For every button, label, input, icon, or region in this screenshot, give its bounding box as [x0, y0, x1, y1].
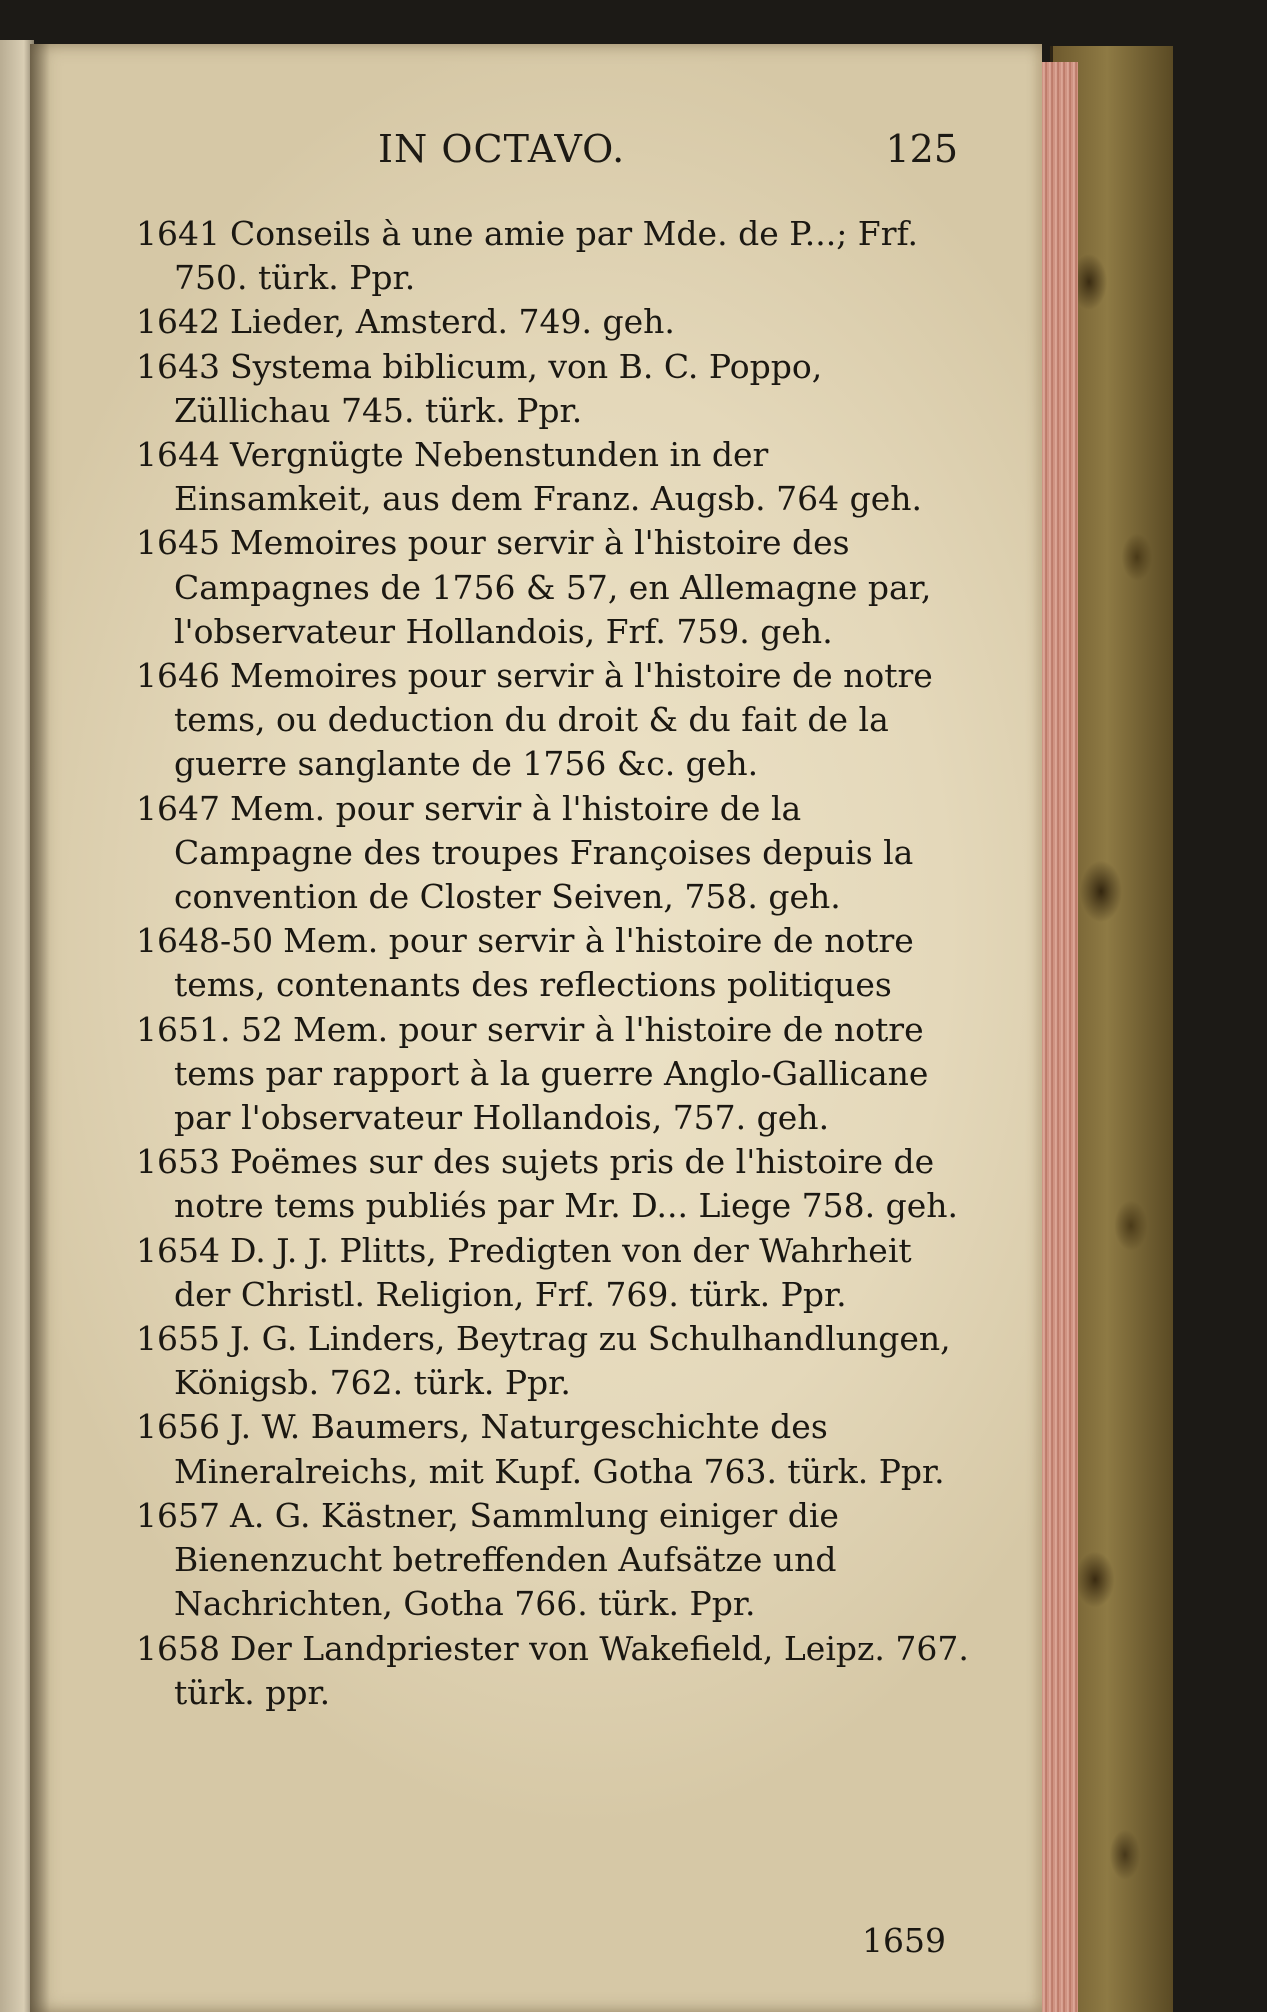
catalog-entry [136, 654, 974, 787]
catalog-entry [136, 521, 974, 654]
catalog-entry [136, 433, 974, 521]
book-page [30, 44, 1042, 2012]
entry-text: Mem. pour servir à l'histoire de notre tems par rapport à la guerre Anglo-Gallicane par l'observateur Hollandois, 757. geh. [174, 1009, 929, 1138]
entry-number: 1656 [136, 1407, 220, 1447]
gutter-shadow [30, 44, 50, 2012]
catalog-entry [136, 1317, 974, 1405]
entry-text: Conseils à une amie par Mde. de P...; Frf. 750. türk. Ppr. [174, 214, 919, 298]
catalog-entry [136, 212, 974, 300]
catalog-entry [136, 1008, 974, 1141]
catalog-entries [136, 212, 974, 1715]
entry-number: 1644 [136, 435, 220, 475]
running-title: IN OCTAVO. [378, 127, 626, 171]
entry-number: 1658 [136, 1628, 220, 1668]
catalog-entry [136, 1140, 974, 1228]
catalog-entry [136, 787, 974, 920]
page-edges [1040, 62, 1078, 2012]
catchword: 1659 [862, 1921, 946, 1960]
entry-text: Mem. pour servir à l'histoire de la Campagne des troupes Françoises depuis la convention de Closter Seiven, 758. geh. [174, 788, 914, 917]
entry-number: 1653 [136, 1142, 220, 1182]
entry-text: Mem. pour servir à l'histoire de notre tems, contenants des reflections politiques [174, 921, 914, 1005]
entry-number: 1641 [136, 214, 220, 253]
entry-number: 1643 [136, 346, 220, 386]
running-head [378, 127, 958, 197]
entry-number: 1655 [136, 1319, 220, 1359]
entry-number: 1647 [136, 788, 220, 828]
entry-number: 1657 [136, 1495, 220, 1535]
entry-text: Vergnügte Nebenstunden in der Einsamkeit, aus dem Franz. Augsb. 764 geh. [174, 435, 922, 519]
entry-text: Lieder, Amsterd. 749. geh. [229, 302, 675, 342]
entry-number: 1648-50 [136, 921, 274, 961]
entry-text: Poëmes sur des sujets pris de l'histoire de notre tems publiés par Mr. D... Liege 758. geh. [174, 1142, 958, 1226]
catalog-entry [136, 300, 974, 344]
previous-page-edge [0, 40, 34, 2012]
catalog-entry [136, 919, 974, 1007]
entry-text: Der Landpriester von Wakefield, Leipz. 767. türk. ppr. [174, 1628, 969, 1712]
entry-text: J. G. Linders, Beytrag zu Schulhandlungen, Königsb. 762. türk. Ppr. [174, 1319, 951, 1403]
entry-text: J. W. Baumers, Naturgeschichte des Mineralreichs, mit Kupf. Gotha 763. türk. Ppr. [174, 1407, 945, 1491]
entry-text: D. J. J. Plitts, Predigten von der Wahrheit der Christl. Religion, Frf. 769. türk. Ppr. [174, 1230, 912, 1314]
entry-number: 1645 [136, 523, 220, 563]
entry-number: 1642 [136, 302, 220, 342]
entry-text: A. G. Kästner, Sammlung einiger die Bienenzucht betreffenden Aufsätze und Nachrichten, Gotha 766. türk. Ppr. [174, 1495, 839, 1624]
catalog-entry [136, 1627, 974, 1715]
entry-number: 1646 [136, 656, 220, 696]
entry-text: Systema biblicum, von B. C. Poppo, Züllichau 745. türk. Ppr. [174, 346, 823, 430]
entry-number: 1654 [136, 1230, 220, 1270]
entry-number: 1651. 52 [136, 1009, 283, 1049]
catalog-entry [136, 1494, 974, 1627]
entry-text: Memoires pour servir à l'histoire de notre tems, ou deduction du droit & du fait de la guerre sanglante de 1756 &c. geh. [174, 656, 933, 784]
catalog-entry [136, 1405, 974, 1493]
page-number: 125 [885, 127, 958, 171]
catalog-entry [136, 1229, 974, 1317]
catalog-entry [136, 345, 974, 433]
entry-text: Memoires pour servir à l'histoire des Campagnes de 1756 & 57, en Allemagne par, l'observateur Hollandois, Frf. 759. geh. [174, 523, 932, 651]
